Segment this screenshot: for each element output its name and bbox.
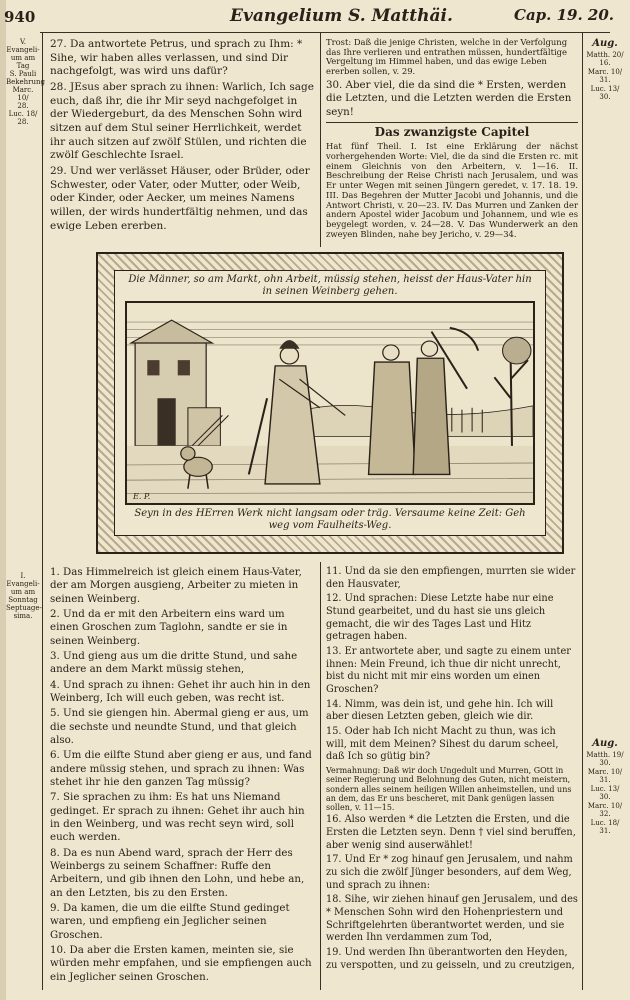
verse: 19. Und werden Ihn überantworten den Heyden, zu verspotten, und zu geisseln, und zu creutzigen, [326,947,575,971]
verse: 11. Und da sie den empfiengen, murrten sie wider den Hausvater, [326,566,576,590]
verse: 10. Da aber die Ersten kamen, meinten sie, sie würden mehr empfahen, und sie empfiengen auch ein Jeglicher seinen Groschen. [50,943,312,983]
margin-line: um am [10,588,36,596]
verse: 30. Aber viel, die da sind die * Ersten, werden die Letzten, und die Letzten werden die Ersten seyn! [326,78,572,118]
verse: 29. Und wer verlässet Häuser, oder Brüder, oder Schwester, oder Vater, oder Mutter, oder Weib, oder Kinder, oder Aecker, um meines Namens willen, der wirds hundertfältig nehmen, und das ewige Leben ererben. [50,164,310,232]
column-top-right [326,38,578,242]
verse: 28. JEsus aber sprach zu ihnen: Warlich, Ich sage euch, daß ihr, die ihr Mir seyd nachgefolget in der Wiedergeburt, da des Menschen Sohn wird sitzen auf dem Stul seiner Herrlichkeit, werdet ihr auch sitzen auf zwölf Stülen, und richten die zwölf Geschlechte Israel. [50,80,314,162]
verse: 13. Er antwortete aber, und sagte zu einem unter ihnen: Mein Freund, ich thue dir nicht unrecht, bist du nicht mit mir eins worden um einen Groschen? [326,646,571,696]
margin-ref: Luc. 13/ 30. [590,784,620,801]
verse: 14. Nimm, was dein ist, und gehe hin. Ich will aber diesen Letzten geben, gleich wie dir. [326,698,554,723]
margin-ref: 16. [599,59,611,67]
margin-line: Luc. 18/ 28. [8,110,38,126]
page-header [0,6,630,32]
header-rule [40,32,610,33]
column-bottom-left [50,566,314,986]
verse: 27. Da antwortete Petrus, und sprach zu Ihm: * Sihe, wir haben alles verlassen, und sind Dir nachgefolgt, was wird uns dafür? [50,38,303,78]
section-rule [326,122,578,123]
verse: 5. Und sie giengen hin. Abermal gieng er aus, um die sechste und neundte Stund, und that gleich also. [50,707,309,746]
margin-ref: 31. [599,76,611,84]
verse: 9. Da kamen, die um die eilfte Stund gedinget waren, und empfieng ein Jeglicher seinen Groschen. [50,901,290,941]
verse: 17. Und Er * zog hinauf gen Jerusalem, und nahm zu sich die zwölf Jünger besonders, auf dem Weg, und sprach zu ihnen: [326,854,573,891]
verse: 15. Oder hab Ich nicht Macht zu thun, was ich will, mit dem Meinen? Sihest du darum scheel, daß Ich so gütig bin? [326,726,559,763]
verse: 6. Um die eilfte Stund aber gieng er aus, und fand andere müssig stehen, und sprach zu ihnen: Was stehet ihr hie den ganzen Tag müssig? [50,749,312,788]
margin-note-bottom-left [6,572,40,620]
chapter-summary: Hat fünf Theil. I. Ist eine Erklärung der nächst vorhergehenden Worte: Viel, die da sind die Ersten rc. mit einem Gleichnis von den Arbeitern, v. 1—16. II. Beschreibung der Reise Christi nach Jerusalem, und was Er unter Wegen mit seinen Jüngern geredet, v. 17. 18. 19. III. Das Begehren der Mutter Jacobi und Johannis, und die Antwort Christi, v. 20—23. IV. Das Murren und Zanken der andern Apostel wider Jacobum und Johannem, und wie es beygelegt worden, v. 24—28. V. Das Wunderwerk an den zweyen Blinden, nahe bey Jericho, v. 29—34. [326,141,578,239]
margin-ref: Marc. 10/ [587,767,623,776]
margin-ref: Matth. 20/ [586,50,624,59]
margin-line: V. [19,38,27,46]
margin-line: I. [20,572,26,580]
verse: 3. Und gieng aus um die dritte Stund, und sahe andere an dem Markt müssig stehen, [50,649,298,676]
margin-ref: 31. [599,776,611,784]
margin-ref: Matth. 19/ [586,750,624,759]
margin-line: Evangeli- [6,46,40,54]
verse: 8. Da es nun Abend ward, sprach der Herr des Weinbergs zu seinem Schaffner: Ruffe den Arbeitern, und gib ihnen den Lohn, und hebe an, an den Letzten, bis zu den Ersten. [50,846,305,899]
margin-line: Evangeli- [6,580,40,588]
left-margin-rule [42,32,43,990]
illustration-frame [96,252,564,554]
margin-line: Sonntag [8,596,38,604]
margin-ref: Marc. 10/ [587,67,623,76]
verse: 16. Also werden * die Letzten die Ersten, und die Ersten die Letzten seyn. Denn † viel sind beruffen, aber wenig sind auserwählet! [326,814,576,851]
margin-head: Aug. [592,738,618,749]
center-rule-bottom [320,562,321,990]
chapter-reference: Cap. 19. 20. [514,6,615,24]
engraver-signature: E. P. [133,492,151,501]
verse: 18. Sihe, wir ziehen hinauf gen Jerusalem, und des * Menschen Sohn wird den Hohenpriestern und Schriftgelehrten überantwortet werden, und sie werden Ihn verdammen zum Tod, [326,894,578,944]
column-top-left [50,38,314,235]
center-rule-top [320,32,321,247]
margin-head: Aug. [592,38,618,49]
margin-line: Marc. 10/ [12,86,34,102]
margin-line: Septuage- [6,604,42,612]
page-number: 940 [4,8,36,26]
chapter-heading: Das zwanzigste Capitel [374,124,530,139]
trost-note: Trost: Daß die jenige Christen, welche in der Verfolgung das Ihre verlieren und entrathen müssen, hundertfältige Vergeltung im Himmel haben, und das ewige Leben ererben sollen, v. 29. [326,37,568,77]
margin-line: um am Tag [10,54,36,70]
right-margin-rule [582,32,583,990]
margin-ref: 31. [599,827,611,835]
column-bottom-right [326,566,578,974]
margin-note-bottom-right [584,740,626,836]
margin-line: Bekehrung [6,78,46,86]
margin-ref: 30. [599,759,611,767]
vermahnung-note: Vermahnung: Daß wir doch Ungedult und Murren, GOtt in seiner Regierung und Belohnung des Guten, nicht meistern, sondern alles seinem heiligen Willen anheimstellen, und uns an dem, das Er uns bescheret, mit Dank genügen lassen sollen, v. 11—15. [326,766,572,813]
verse: 12. Und sprachen: Diese Letzte habe nur eine Stund gearbeitet, und du hast sie uns gleich gemacht, die wir des Tages Last und Hitz getragen haben. [326,593,554,643]
margin-line: sima. [13,612,33,620]
margin-note-top-left [6,38,46,126]
verse: 2. Und da er mit den Arbeitern eins ward um einen Groschen zum Taglohn, sandte er sie in seinen Weinberg. [50,607,288,647]
margin-note-top-right [584,40,626,102]
caption-top: Die Männer, so am Markt, ohn Arbeit, müssig stehen, heisst der Haus-Vater hin in seinen Weinberg gehen. [128,274,532,297]
woodcut-image [125,301,535,505]
woodcut-scene [127,303,533,503]
verse: 4. Und sprach zu ihnen: Gehet ihr auch hin in den Weinberg, Ich will euch geben, was recht ist. [50,678,311,704]
margin-ref: 32. [599,810,611,818]
margin-ref: Luc. 13/ 30. [590,84,620,101]
verse: 1. Das Himmelreich ist gleich einem Haus-Vater, der am Morgen ausgieng, Arbeiter zu mieten in seinen Weinberg. [50,566,302,605]
margin-line: S. Pauli [9,70,37,78]
verse: 7. Sie sprachen zu ihm: Es hat uns Niemand gedinget. Er sprach zu ihnen: Gehet ihr auch hin in den Weinberg, und was recht seyn wird, soll euch werden. [50,791,305,844]
frame-inner [114,270,546,536]
caption-bottom: Seyn in des HErren Werk nicht langsam oder träg. Versaume keine Zeit: Geh weg vom Faulheits-Weg. [134,508,526,531]
margin-ref: Marc. 10/ [587,801,623,810]
margin-ref: Luc. 18/ [590,818,620,827]
margin-line: 28. [17,102,29,110]
running-title: Evangelium S. Matthäi. [230,6,453,26]
